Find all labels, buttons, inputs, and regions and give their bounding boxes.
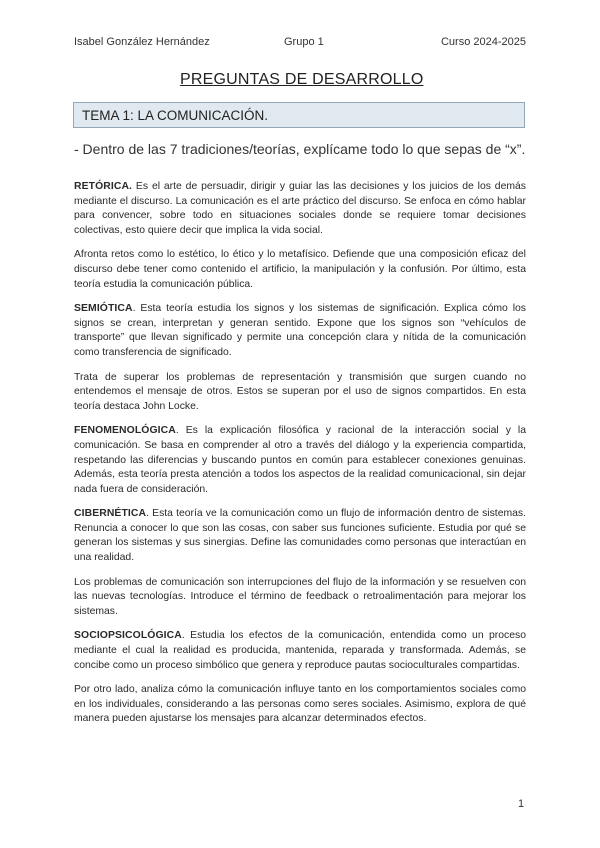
question-text: - Dentro de las 7 tradiciones/teorías, explícame todo lo que sepas de “x”.: [74, 141, 526, 157]
group-label: Grupo 1: [284, 36, 324, 48]
topic-heading: TEMA 1: LA COMUNICACIÓN.: [82, 108, 269, 123]
paragraph: [74, 683, 526, 727]
paragraph: [74, 180, 526, 238]
paragraph: [74, 371, 526, 415]
paragraph-text: Trata de superar los problemas de representación y transmisión que surgen cuando no entendemos el mensaje de otros. Estos se superan por el uso de signos compartidos. En esta teoría destaca John Locke.: [74, 371, 526, 412]
page-number: 1: [518, 798, 525, 810]
paragraph-text: Es el arte de persuadir, dirigir y guiar las las decisiones y los juicios de los demás mediante el discurso. La comunicación es el arte práctico del discurso. Se enfoca en cómo hablar para convencer, sobre todo en situaciones sociales donde se requiere tomar decisiones colectivas, esto quiere decir que implica la vida social.: [74, 181, 526, 236]
paragraph-term: RETÓRICA.: [74, 181, 133, 192]
paragraph: [74, 424, 526, 497]
paragraph-text: . Esta teoría ve la comunicación como un flujo de información dentro de sistemas. Renuncia a conocer lo que son las cosas, con saber sus funciones suficiente. Estudia por qué se generan los sistemas y sus sinergias. Define las comunidades como personas que interactúan en una realidad.: [74, 508, 526, 564]
paragraph: [74, 302, 526, 360]
paragraph: [74, 576, 526, 620]
paragraph-text: Los problemas de comunicación son interrupciones del flujo de la información y se resuelven con las nuevas tecnologías. Introduce el término de feedback o retroalimentación para mejorar los sistemas.: [74, 576, 526, 617]
paragraph-text: . Es la explicación filosófica y racional de la interacción social y la comunicación. Se basa en comprender al otro a través del diálogo y la experiencia compartida, respetando las diferencias y buscando puntos en común para establecer conexiones genuinas. Además, esta teoría presta atención a todos los aspectos de la realidad comunicacional, sin dejar nada fuera de consideración.: [74, 425, 526, 495]
course-label: Curso 2024-2025: [440, 36, 526, 48]
page-title: PREGUNTAS DE DESARROLLO: [180, 71, 424, 88]
paragraph-term: SOCIOPSICOLÓGICA: [74, 630, 182, 642]
topic-heading-box: [73, 102, 525, 128]
paragraph-term: CIBERNÉTICA: [74, 508, 147, 520]
paragraph: [74, 507, 526, 565]
page-header: [74, 36, 526, 50]
paragraph-term: SEMIÓTICA: [74, 303, 133, 315]
paragraph-text: . Esta teoría estudia los signos y los sistemas de significación. Explica cómo los signos se crean, interpretan y generan sentido. Expone que los signos son “vehículos de transporte” que llevan significado y permite una concepción clara y nítida de la comunicación como transferencia de significado.: [74, 303, 526, 358]
paragraph-term: FENOMENOLÓGICA: [74, 425, 176, 437]
author-name: Isabel González Hernández: [74, 36, 210, 48]
paragraph-text: Afronta retos como lo estético, lo ético y lo metafísico. Defiende que una composición eficaz del discurso debe tener como contenido el artificio, la manipulación y la confusión. Por último, esta teoría estudia la comunicación pública.: [74, 249, 526, 290]
paragraph: [74, 248, 526, 292]
document-body: [74, 180, 526, 737]
paragraph-text: . Estudia los efectos de la comunicación, entendida como un proceso mediante el cual la realidad es producida, mantenida, reparada y transformada. Además, se concibe como un proceso simbólico que genera y reproduce pautas socioculturales compartidas.: [74, 630, 526, 671]
paragraph: [74, 629, 526, 673]
paragraph-text: Por otro lado, analiza cómo la comunicación influye tanto en los comportamientos sociales como en los individuales, considerando a las personas como seres sociales. Asimismo, explora de qué manera pueden ajustarse los mensajes para alcanzar determinados efectos.: [74, 684, 526, 725]
